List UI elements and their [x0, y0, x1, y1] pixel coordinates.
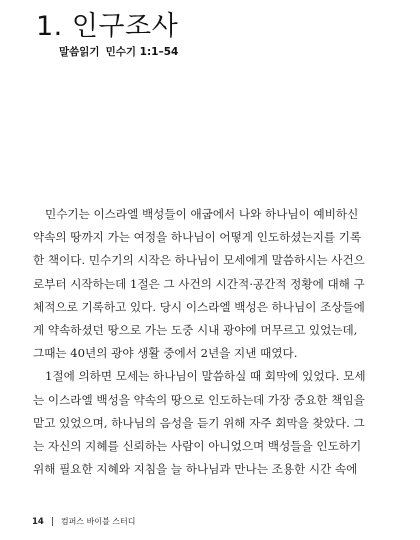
text-line: 위해 필요한 지혜와 지침을 늘 하나님과 만나는 조용한 시간 속에	[33, 462, 358, 477]
page-footer	[32, 516, 135, 527]
text-line: 그때는 40년의 광야 생활 중에서 2년을 지낸 때였다.	[33, 346, 298, 361]
scripture-reference: 민수기 1:1–54	[105, 46, 179, 58]
text-line: 게 약속하셨던 땅으로 가는 도중 시내 광야에 머무르고 있었는데,	[33, 323, 358, 338]
text-line: 로부터 시작하는데 1절은 그 사건의 시간적·공간적 정황에 대해 구	[33, 276, 365, 291]
body-text	[33, 203, 381, 481]
page-number: 14	[32, 517, 44, 527]
reading-label: 말씀읽기	[59, 46, 100, 58]
text-line: 맡고 있었으며, 하나님의 음성을 듣기 위해 자주 회막을 찾았다. 그	[33, 415, 365, 430]
text-line: 1절에 의하면 모세는 하나님이 말씀하실 때 회막에 있었다. 모세	[45, 369, 366, 384]
text-line: 한 책이다. 민수기의 시작은 하나님이 모세에게 말씀하시는 사건으	[33, 253, 365, 268]
text-line: 는 자신의 지혜를 신뢰하는 사람이 아니었으며 백성들을 인도하기	[33, 439, 362, 454]
paragraph-1	[33, 203, 381, 365]
text-line: 약속의 땅까지 가는 여정을 하나님이 어떻게 인도하셨는지를 기록	[33, 230, 362, 245]
text-line: 민수기는 이스라엘 백성들이 애굽에서 나와 하나님이 예비하신	[45, 207, 359, 221]
footer-divider	[52, 517, 53, 526]
paragraph-2	[33, 365, 381, 481]
reading-reference	[59, 44, 178, 59]
text-line: 는 이스라엘 백성을 약속의 땅으로 인도하는데 가장 중요한 책임을	[33, 392, 365, 407]
text-line: 체적으로 기록하고 있다. 당시 이스라엘 백성은 하나님이 조상들에	[33, 299, 365, 314]
book-title: 컴퍼스 바이블 스터디	[60, 517, 136, 526]
chapter-title: 1. 인구조사	[36, 11, 179, 42]
